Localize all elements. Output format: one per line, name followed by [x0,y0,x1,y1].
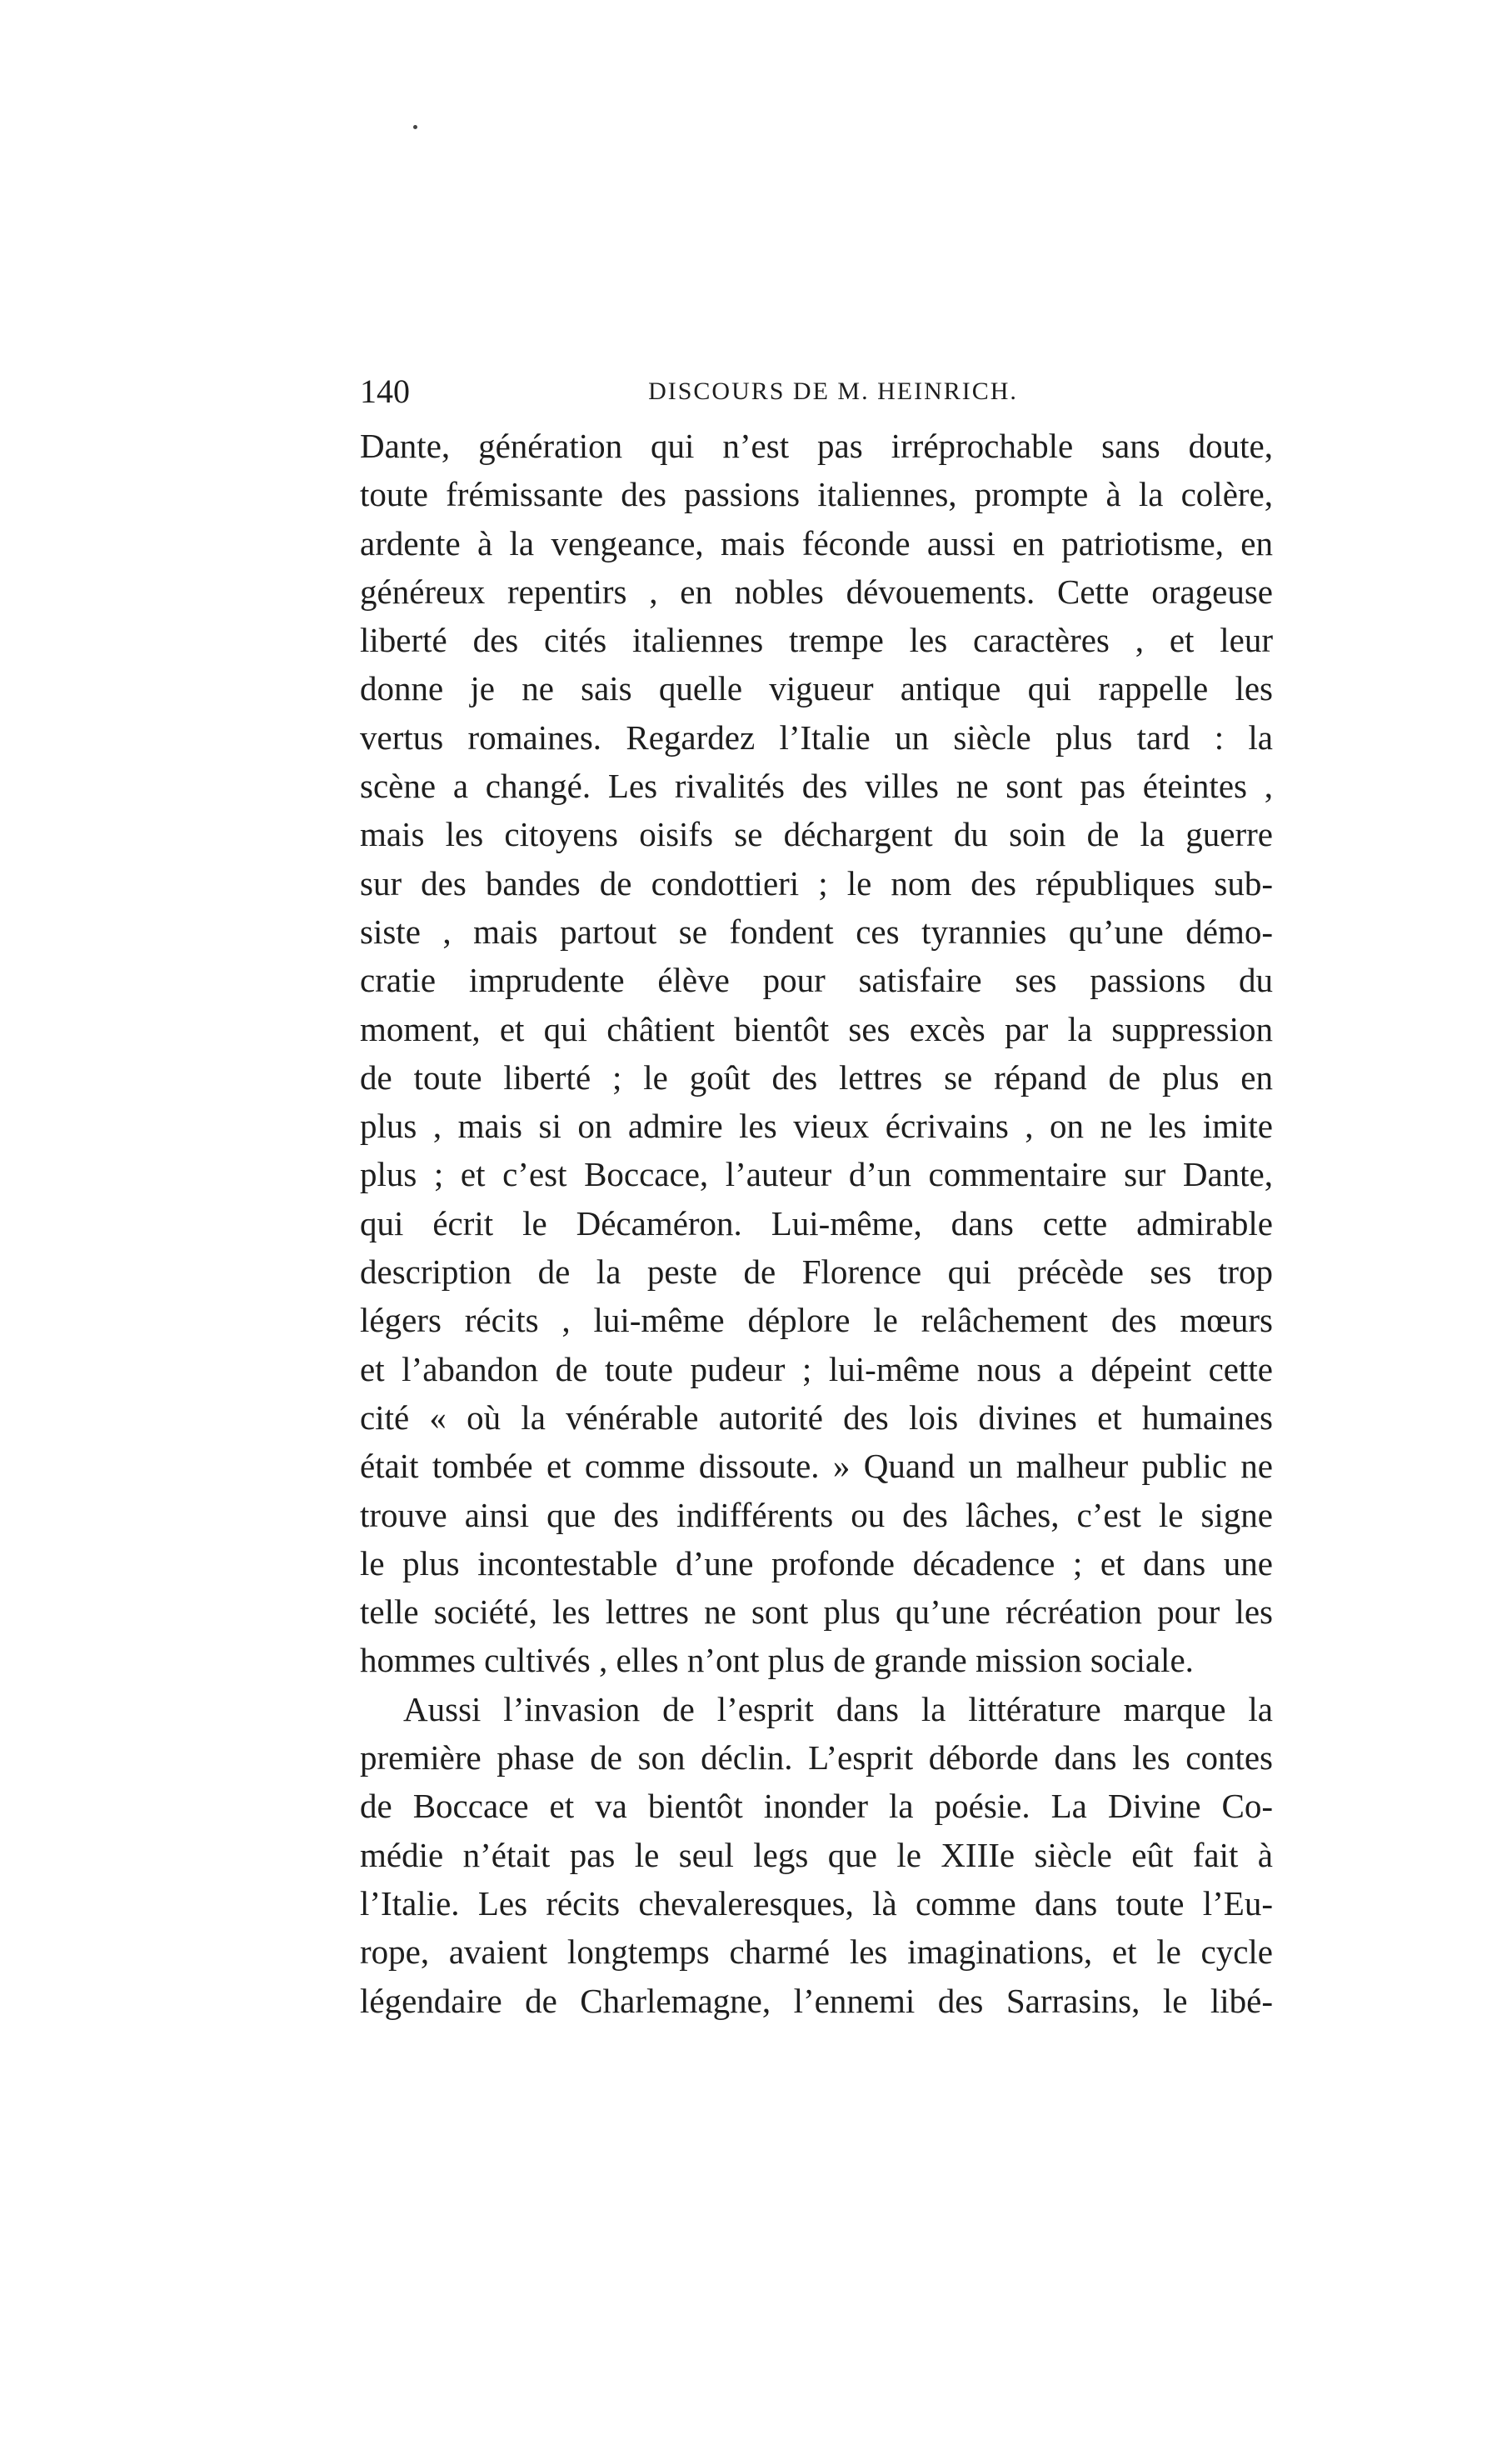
text-line: telle société, les lettres ne sont plus qu’une récréation pour les [360,1592,1273,1632]
text-line: était tombée et comme dissoute. » Quand un malheur public ne [360,1447,1273,1486]
text-line: ardente à la vengeance, mais féconde aussi en patriotisme, en [360,523,1273,562]
text-line: première phase de son déclin. L’esprit déborde dans les contes [360,1738,1273,1778]
text-line: légendaire de Charlemagne, l’ennemi des Sarrasins, le libé- [360,1981,1273,2020]
text-line: médie n’était pas le seul legs que le XIIIe siècle eût fait à [360,1835,1273,1874]
text-line: cratie imprudente élève pour satisfaire ses passions du [360,961,1273,1000]
text-line: trouve ainsi que des indifférents ou des lâches, c’est le signe [360,1495,1273,1534]
page-number: 140 [360,372,410,410]
text-line: plus ; et c’est Boccace, l’auteur d’un commentaire sur Dante, [360,1155,1273,1194]
text-line: donne je ne sais quelle vigueur antique qui rappelle les [360,669,1273,708]
text-line: description de la peste de Florence qui précède ses trop [360,1252,1273,1292]
text-line: siste , mais partout se fondent ces tyrannies qu’une démo- [360,912,1273,951]
text-line: de toute liberté ; le goût des lettres se répand de plus en [360,1058,1273,1097]
text-line: de Boccace et va bientôt inonder la poésie. La Divine Co- [360,1787,1273,1826]
text-line: vertus romaines. Regardez l’Italie un siècle plus tard : la [360,718,1273,757]
text-line: qui écrit le Décaméron. Lui-même, dans cette admirable [360,1203,1273,1242]
text-line: cité « où la vénérable autorité des lois divines et humaines [360,1398,1273,1437]
text-line-paragraph-end: hommes cultivés , elles n’ont plus de grande mission sociale. [360,1641,1194,1680]
ink-speck [413,125,417,129]
text-line-paragraph-start: Aussi l’invasion de l’esprit dans la littérature marque la [403,1689,1273,1728]
running-head [360,367,1273,417]
text-line: généreux repentirs , en nobles dévouements. Cette orageuse [360,572,1273,611]
text-line: Dante, génération qui n’est pas irréprochable sans doute, [360,427,1273,465]
text-line: moment, et qui châtient bientôt ses excès par la suppression [360,1009,1273,1048]
text-line: l’Italie. Les récits chevaleresques, là comme dans toute l’Eu- [360,1883,1273,1922]
text-line: rope, avaient longtemps charmé les imaginations, et le cycle [360,1932,1273,1972]
text-line: le plus incontestable d’une profonde décadence ; et dans une [360,1543,1273,1582]
text-line: légers récits , lui-même déplore le relâchement des mœurs [360,1301,1273,1340]
text-line: scène a changé. Les rivalités des villes ne sont pas éteintes , [360,767,1273,806]
text-line: mais les citoyens oisifs se déchargent du soin de la guerre [360,815,1273,854]
text-line: sur des bandes de condottieri ; le nom des républiques sub- [360,863,1273,902]
text-line: liberté des cités italiennes trempe les caractères , et leur [360,621,1273,660]
text-line: plus , mais si on admire les vieux écrivains , on ne les imite [360,1107,1273,1146]
text-line: et l’abandon de toute pudeur ; lui-même nous a dépeint cette [360,1349,1273,1388]
page [360,367,1273,2025]
running-title: DISCOURS DE M. HEINRICH. [648,378,1018,405]
body-text [360,422,1273,2025]
text-line: toute frémissante des passions italiennes, prompte à la colère, [360,475,1273,514]
